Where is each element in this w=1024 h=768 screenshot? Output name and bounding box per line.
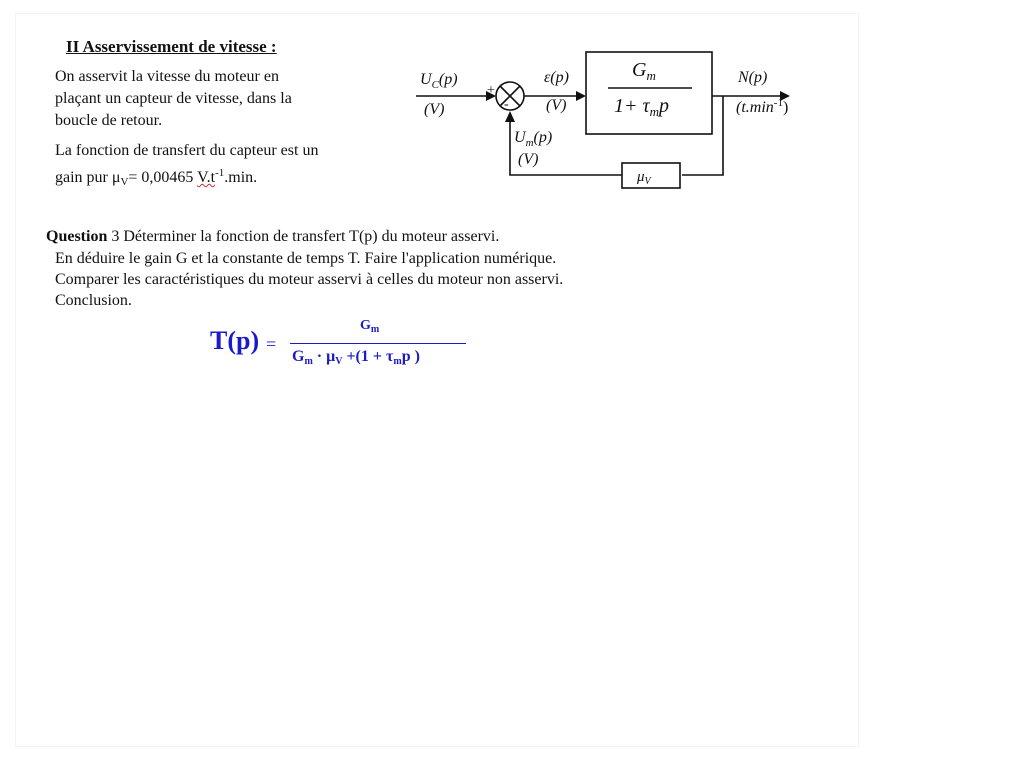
summing-minus: -: [504, 97, 509, 112]
formula-fraction-bar: [290, 343, 466, 344]
output-label: N(p): [738, 69, 768, 86]
sensor-paragraph: [55, 140, 400, 193]
formula-denominator: Gm · μV +(1 + τmp ): [292, 348, 420, 367]
question-line-2: En déduire le gain G et la constante de temps T. Faire l'application numérique.: [55, 250, 557, 267]
sensor-gain-sub: V: [120, 176, 129, 188]
question-line-3: Comparer les caractéristiques du moteur asservi à celles du moteur non asservi.: [55, 271, 564, 288]
error-arrow-icon: [576, 91, 586, 101]
formula-lhs: T(p): [210, 326, 260, 355]
sensor-gain-suffix: .min.: [224, 169, 258, 186]
block-numerator: $G_m$: [632, 59, 656, 83]
formula-equals: =: [266, 334, 277, 354]
error-unit: (V): [546, 97, 567, 114]
intro-paragraph: [55, 66, 395, 132]
sensor-gain-unit: V.t: [197, 169, 216, 186]
question-number: 3: [107, 228, 120, 245]
feedback-label: $U_m(p)$: [514, 129, 553, 149]
block-denominator: $1+ \tau_mp$: [614, 95, 670, 119]
sensor-line-2: [55, 162, 400, 193]
intro-line-2: plaçant un capteur de vitesse, dans la: [55, 90, 292, 107]
output-unit: $(t.\min^{-1})$: [736, 97, 789, 116]
question-heading: [46, 226, 499, 248]
question-label: Question: [46, 228, 108, 245]
question-line-4: Conclusion.: [55, 292, 132, 309]
intro-line-3: boucle de retour.: [55, 112, 163, 129]
sensor-line-1: La fonction de transfert du capteur est un: [55, 142, 319, 159]
sensor-gain-prefix: gain pur μ: [55, 169, 121, 186]
motor-transfer-block: [586, 52, 712, 134]
error-label: ε(p): [544, 69, 569, 86]
sensor-block: [622, 163, 680, 188]
intro-line-1: On asservit la vitesse du moteur en: [55, 68, 279, 85]
input-label: $U_C(p)$: [420, 71, 458, 91]
feedback-unit: (V): [518, 151, 539, 168]
section-title: II Asservissement de vitesse :: [66, 37, 277, 56]
sensor-gain-value: = 0,00465: [128, 169, 198, 186]
summing-plus: +: [487, 83, 495, 98]
sensor-block-label: $\mu_V$: [637, 169, 651, 187]
question-line-1: Déterminer la fonction de transfert T(p) du moteur asservi.: [119, 228, 500, 245]
sensor-gain-sup: -1: [215, 167, 225, 179]
feedback-arrow-icon: [505, 111, 515, 122]
question-body: [55, 248, 563, 311]
formula-numerator: $G_m$: [360, 318, 380, 335]
block-diagram: [410, 44, 820, 204]
input-unit: (V): [424, 101, 445, 118]
